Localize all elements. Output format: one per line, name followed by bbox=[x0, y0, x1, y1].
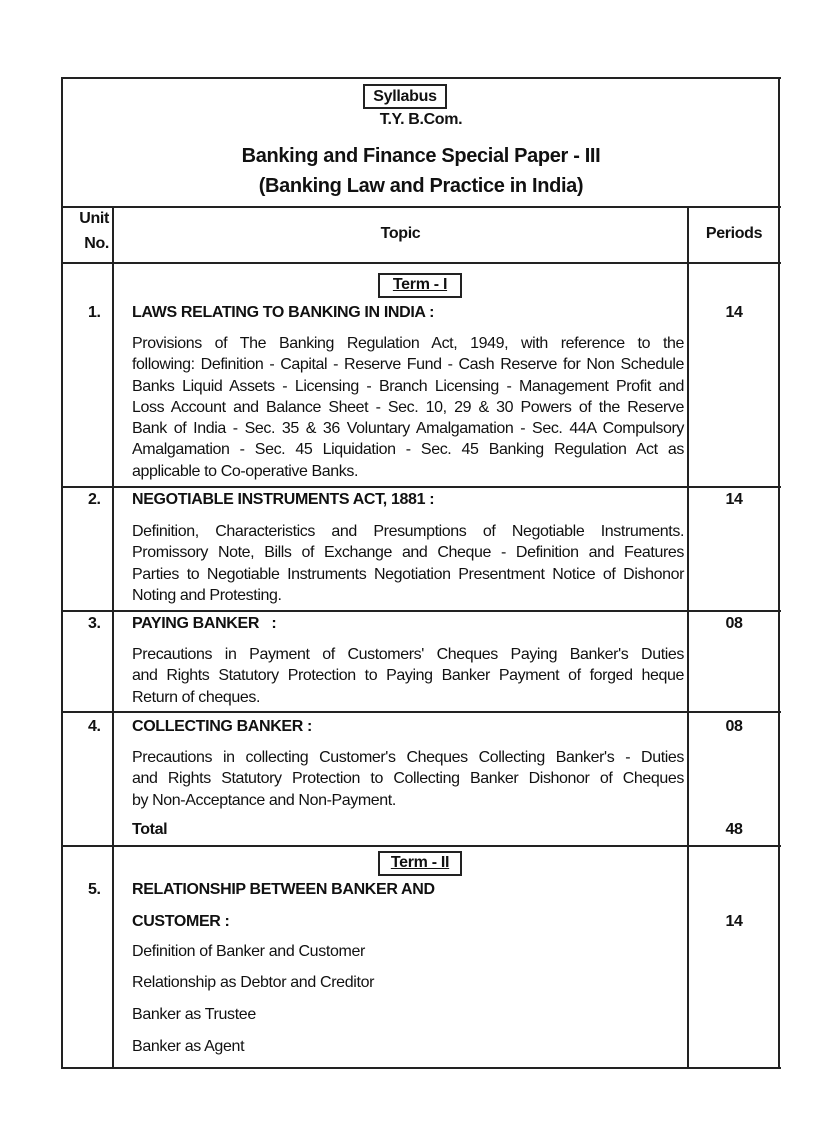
description-line: Parties to Negotiable Instruments Negotiation Presentment Notice of Dishonor bbox=[132, 565, 684, 583]
column-header-periods: Periods bbox=[705, 225, 763, 242]
description-line: Precautions in collecting Customer's Cheques Collecting Banker's - Duties bbox=[132, 749, 684, 766]
term-label: Term - I bbox=[378, 273, 462, 298]
column-divider bbox=[112, 207, 114, 1068]
unit-periods: 14 bbox=[725, 304, 743, 321]
description-line: applicable to Co-operative Banks. bbox=[132, 462, 359, 480]
description-line: following: Definition - Capital - Reserve Fund - Cash Reserve for Non Schedule bbox=[132, 356, 684, 374]
unit-number: 3. bbox=[88, 615, 101, 632]
unit-number: 4. bbox=[88, 718, 101, 735]
unit-description bbox=[132, 747, 684, 811]
topic-item: Banker as Trustee bbox=[132, 1006, 256, 1023]
syllabus-badge: Syllabus bbox=[363, 84, 447, 109]
column-header-unit-line2: No. bbox=[84, 235, 109, 252]
unit-description bbox=[132, 644, 684, 708]
topic-item: Definition of Banker and Customer bbox=[132, 943, 366, 960]
description-line: Promissory Note, Bills of Exchange and Cheque - Definition and Features bbox=[132, 544, 684, 562]
unit-title: CUSTOMER : bbox=[132, 913, 230, 930]
topic-item: Relationship as Debtor and Creditor bbox=[132, 974, 375, 991]
description-line: and Rights Statutory Protection to Paying Banker Payment of forged heque bbox=[132, 667, 684, 685]
unit-title: PAYING BANKER : bbox=[132, 615, 277, 632]
row-divider bbox=[61, 486, 781, 488]
course-name: T.Y. B.Com. bbox=[379, 111, 463, 128]
description-line: and Rights Statutory Protection to Collecting Banker Dishonor of Cheques bbox=[132, 770, 684, 788]
column-header-unit-line1: Unit bbox=[79, 210, 109, 227]
row-divider bbox=[61, 711, 781, 713]
unit-periods: 14 bbox=[725, 913, 743, 930]
unit-periods: 08 bbox=[725, 615, 743, 632]
unit-description bbox=[132, 521, 684, 606]
total-value: 48 bbox=[725, 821, 743, 838]
column-header-unit bbox=[63, 206, 109, 256]
unit-description bbox=[132, 333, 684, 482]
table-border-top bbox=[61, 77, 781, 79]
row-divider bbox=[61, 845, 781, 847]
description-line: Provisions of The Banking Regulation Act, 1949, with reference to the bbox=[132, 335, 684, 352]
unit-number: 2. bbox=[88, 491, 101, 508]
topic-item: Banker as Agent bbox=[132, 1038, 245, 1055]
unit-title: RELATIONSHIP BETWEEN BANKER AND bbox=[132, 881, 435, 898]
description-line: Return of cheques. bbox=[132, 688, 260, 706]
page-title: Banking and Finance Special Paper - III bbox=[241, 145, 601, 167]
term-label: Term - II bbox=[378, 851, 462, 876]
column-divider bbox=[687, 207, 689, 1068]
unit-periods: 08 bbox=[725, 718, 743, 735]
row-divider bbox=[61, 206, 781, 208]
row-divider bbox=[61, 262, 781, 264]
description-line: Definition, Characteristics and Presumptions of Negotiable Instruments. bbox=[132, 523, 684, 540]
unit-title: COLLECTING BANKER : bbox=[132, 718, 313, 735]
unit-number: 1. bbox=[88, 304, 101, 321]
unit-title: LAWS RELATING TO BANKING IN INDIA : bbox=[132, 304, 435, 321]
unit-number: 5. bbox=[88, 881, 101, 898]
row-divider bbox=[61, 610, 781, 612]
description-line: Precautions in Payment of Customers' Cheques Paying Banker's Duties bbox=[132, 646, 684, 663]
description-line: by Non-Acceptance and Non-Payment. bbox=[132, 791, 396, 809]
total-label: Total bbox=[132, 821, 168, 838]
description-line: Banks Liquid Assets - Licensing - Branch Licensing - Management Profit and bbox=[132, 377, 684, 395]
page-subtitle: (Banking Law and Practice in India) bbox=[258, 175, 584, 197]
description-line: Noting and Protesting. bbox=[132, 586, 282, 604]
description-line: Loss Account and Balance Sheet - Sec. 10, 29 & 30 Powers of the Reserve bbox=[132, 398, 684, 416]
table-border-bottom bbox=[61, 1067, 781, 1069]
description-line: Amalgamation - Sec. 45 Liquidation - Sec. 45 Banking Regulation Act as bbox=[132, 441, 684, 459]
column-header-topic: Topic bbox=[380, 225, 421, 242]
description-line: Bank of India - Sec. 35 & 36 Voluntary Amalgamation - Sec. 44A Compulsory bbox=[132, 420, 684, 438]
unit-periods: 14 bbox=[725, 491, 743, 508]
unit-title: NEGOTIABLE INSTRUMENTS ACT, 1881 : bbox=[132, 491, 435, 508]
